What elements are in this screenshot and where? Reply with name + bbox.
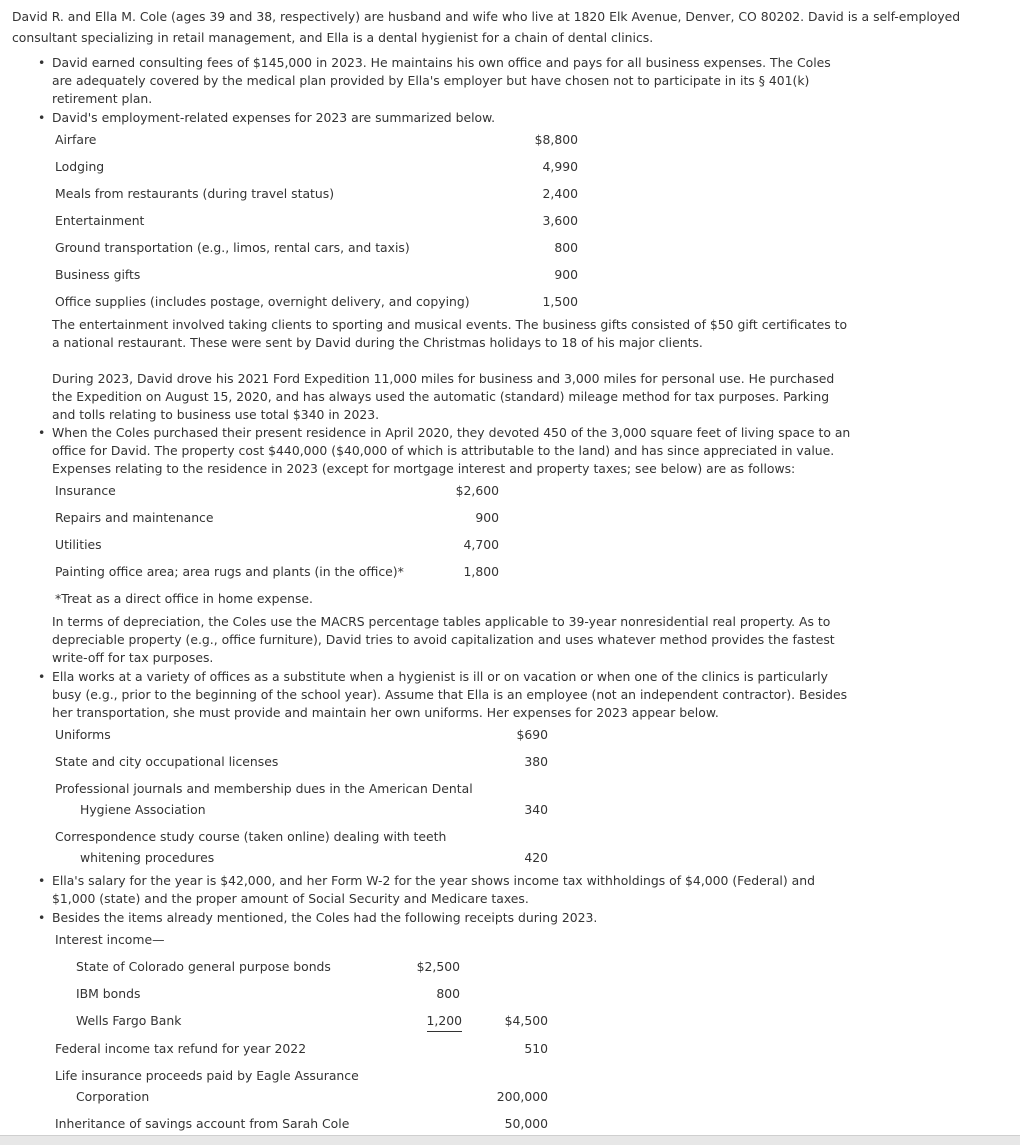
bullet-residence — [38, 424, 852, 479]
bullet-marker: • — [38, 669, 46, 684]
expense-amount: 900 — [475, 510, 499, 525]
receipt-label: Life insurance proceeds paid by Eagle Assurance — [55, 1068, 359, 1083]
expense-amount: 1,800 — [463, 564, 499, 579]
bullet-marker: • — [38, 55, 46, 70]
entertainment-note: The entertainment involved taking clients to sporting and musical events. The business gifts consisted of $50 gift certificates to a national restaurant. These were sent by David during the Christmas holidays to 18 of his major clients. — [52, 317, 848, 351]
expense-label: Uniforms — [55, 727, 111, 742]
bullet-consulting-fees — [38, 54, 852, 109]
receipt-amount: 510 — [524, 1041, 548, 1056]
expense-amount: 4,990 — [542, 159, 578, 174]
receipt-amount: 200,000 — [496, 1089, 548, 1104]
expense-amount: 380 — [524, 754, 548, 769]
expense-label-continued: Hygiene Association — [80, 802, 206, 817]
bullet-ella-work — [38, 668, 852, 723]
receipt-amount: $2,500 — [416, 959, 460, 974]
expense-label-continued: whitening procedures — [80, 850, 215, 865]
expense-amount: 900 — [554, 267, 578, 282]
expense-label: State and city occupational licenses — [55, 754, 279, 769]
bullet-ella-salary — [38, 872, 852, 908]
expense-amount: 4,700 — [463, 537, 499, 552]
receipt-label: Federal income tax refund for year 2022 — [55, 1041, 307, 1056]
expense-label: Repairs and maintenance — [55, 510, 214, 525]
expense-amount: 3,600 — [542, 213, 578, 228]
expense-label: Business gifts — [55, 267, 141, 282]
bullet-marker: • — [38, 110, 46, 125]
expense-amount: 340 — [524, 802, 548, 817]
bullet-marker: • — [38, 873, 46, 888]
bullet-receipts — [38, 909, 852, 927]
bullet-text: Ella's salary for the year is $42,000, and her Form W-2 for the year shows income tax withholdings of $4,000 (Federal) and $1,000 (state) and the proper amount of Social Security and Medicare taxes. — [52, 873, 815, 907]
bullet-text: Besides the items already mentioned, the Coles had the following receipts during 2023. — [52, 910, 598, 925]
expense-amount: 2,400 — [542, 186, 578, 201]
bullet-text: When the Coles purchased their present residence in April 2020, they devoted 450 of the 3,000 square feet of living space to an office for David. The property cost $440,000 ($40,000 of which is attributable to the land) and has since appreciated in value. Expenses relating to the residence in 2023 (except for mortgage interest and property taxes; see below) are as follows: — [52, 425, 851, 477]
interest-total: $4,500 — [504, 1013, 548, 1028]
receipt-amount: 800 — [436, 986, 460, 1001]
receipt-amount: 1,200 — [427, 1013, 462, 1032]
expense-label: Correspondence study course (taken online) dealing with teeth — [55, 829, 447, 844]
bullet-text: Ella works at a variety of offices as a substitute when a hygienist is ill or on vacation or when one of the clinics is particularly busy (e.g., prior to the beginning of the school year). Assume that Ella is an employee (not an independent contractor). Besides her transportation, she must provide and maintain her own uniforms. Her expenses for 2023 appear below. — [52, 669, 848, 721]
bullet-marker: • — [38, 910, 46, 925]
expense-amount: $8,800 — [534, 132, 578, 147]
automobile-paragraph: During 2023, David drove his 2021 Ford Expedition 11,000 miles for business and 3,000 miles for personal use. He purchased the Expedition on August 15, 2020, and has always used the automatic (standard) mileage method for tax purposes. Parking and tolls relating to business use total $340 in 2023. — [52, 371, 835, 423]
bullet-text: David earned consulting fees of $145,000 in 2023. He maintains his own office and pays for all business expenses. The Coles are adequately covered by the medical plan provided by Ella's employer but have chosen not to participate in its § 401(k) retirement plan. — [52, 55, 831, 107]
receipt-label: State of Colorado general purpose bonds — [76, 959, 331, 974]
expense-label: Insurance — [55, 483, 116, 498]
expense-label: Lodging — [55, 159, 105, 174]
expense-label: Airfare — [55, 132, 97, 147]
interest-heading: Interest income— — [55, 932, 165, 947]
bullet-marker: • — [38, 425, 46, 440]
depreciation-paragraph: In terms of depreciation, the Coles use the MACRS percentage tables applicable to 39-year nonresidential real property. As to depreciable property (e.g., office furniture), David tries to avoid capitalization and uses whatever method provides the fastest write-off for tax purposes. — [52, 614, 835, 666]
receipt-label-continued: Corporation — [76, 1089, 150, 1104]
bullet-david-expenses — [38, 109, 852, 127]
expense-amount: 420 — [524, 850, 548, 865]
expense-amount: 800 — [554, 240, 578, 255]
receipt-label: Wells Fargo Bank — [76, 1013, 182, 1028]
expense-label: Entertainment — [55, 213, 145, 228]
expense-label: Ground transportation (e.g., limos, rental cars, and taxis) — [55, 240, 410, 255]
receipt-label: Inheritance of savings account from Sarah Cole — [55, 1116, 350, 1131]
expense-label: Meals from restaurants (during travel status) — [55, 186, 335, 201]
receipt-label: IBM bonds — [76, 986, 141, 1001]
expense-label: Professional journals and membership dues in the American Dental — [55, 781, 473, 796]
footnote: *Treat as a direct office in home expense. — [55, 591, 313, 606]
receipt-amount: 50,000 — [504, 1116, 548, 1131]
expense-amount: $2,600 — [455, 483, 499, 498]
expense-amount: $690 — [516, 727, 548, 742]
expense-label: Utilities — [55, 537, 102, 552]
expense-amount: 1,500 — [542, 294, 578, 309]
bullet-text: David's employment-related expenses for 2023 are summarized below. — [52, 110, 496, 125]
intro-paragraph: David R. and Ella M. Cole (ages 39 and 38, respectively) are husband and wife who live at 1820 Elk Avenue, Denver, CO 80202. David is a self-employed consultant specializing in retail management, and Ella is a dental hygienist for a chain of dental clinics. — [12, 9, 961, 45]
expense-label: Painting office area; area rugs and plants (in the office)* — [55, 564, 404, 579]
expense-label: Office supplies (includes postage, overnight delivery, and copying) — [55, 294, 470, 309]
